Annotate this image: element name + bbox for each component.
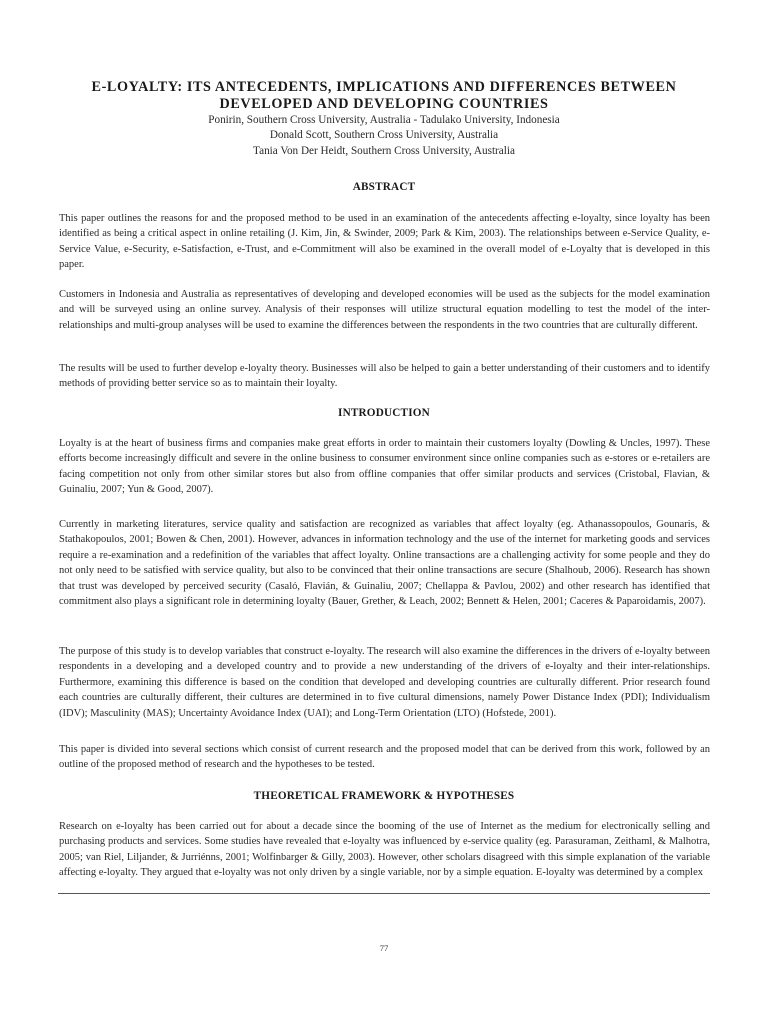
footer-rule xyxy=(58,893,710,894)
abstract-heading: ABSTRACT xyxy=(352,181,416,193)
title-line-2: DEVELOPED AND DEVELOPING COUNTRIES xyxy=(219,96,549,112)
abstract-paragraph: Customers in Indonesia and Australia as representatives of developing and developed economies will be used as the subjects for the model examination and will be surveyed using an online survey. Analysis of their responses will utilize structural equation modelling to test the model of the inter-relationships and multi-group analyses will be used to examine the differences between the respondents in the two countries that are culturally different. xyxy=(59,289,710,331)
introduction-paragraph: This paper is divided into several sections which consist of current research and the proposed model that can be derived from this work, followed by an outline of the proposed method of research and the hypotheses to be tested. xyxy=(59,744,710,771)
theory-heading: THEORETICAL FRAMEWORK & HYPOTHESES xyxy=(253,790,515,802)
theory-paragraph: Research on e-loyalty has been carried out for about a decade since the booming of the use of Internet as the medium for electronically selling and purchasing products and services. Some studies have revealed that e-loyalty was influenced by e-service quality (eg. Parasuraman, Zeithaml, & Malhotra, 2005; van Riel, Liljander, & Jurriénns, 2001; Wolfinbarger & Gilly, 2003). However, other scholars disagreed with this simple explanation of the variable affecting e-loyalty. They argued that e-loyalty was not only driven by a single variable, nor by a simple equation. E-loyalty was determined by a complex xyxy=(59,821,710,879)
abstract-paragraph: The results will be used to further develop e-loyalty theory. Businesses will also be helped to gain a better understanding of their customers and to identify methods of providing better service so as to maintain their loyalty. xyxy=(59,363,710,390)
introduction-heading: INTRODUCTION xyxy=(338,407,430,419)
author-line: Ponirin, Southern Cross University, Australia - Tadulako University, Indonesia xyxy=(208,114,560,126)
title-line-1: E-LOYALTY: ITS ANTECEDENTS, IMPLICATIONS AND DIFFERENCES BETWEEN xyxy=(91,79,677,95)
page-number: 77 xyxy=(379,943,389,953)
introduction-paragraph: Currently in marketing literatures, service quality and satisfaction are recognized as variables that affect loyalty (eg. Athanassopoulos, Gounaris, & Stathakopoulos, 2001; Bowen & Chen, 2001). However, advances in information technology and the use of the internet for marketing goods and services require a re-examination and a redefinition of the variables that affect loyalty. Online transactions are a challenging activity for some people and they do not only need to be satisfied with service quality, but also to be convinced that their online transactions are secure (Shalhoub, 2006). Research has shown that trust was developed by perceived security (Casaló, Flavián, & Guinaliu, 2007; Chellappa & Pavlou, 2002) and other research has identified that commitment also plays a significant role in determining loyalty (Bauer, Grether, & Leach, 2002; Bennett & Helen, 2001; Caceres & Paparoidamis, 2007). xyxy=(59,519,710,608)
author-list xyxy=(58,113,710,159)
author-line: Tania Von Der Heidt, Southern Cross University, Australia xyxy=(253,144,515,157)
introduction-paragraph: Loyalty is at the heart of business firms and companies make great efforts in order to maintain their customers loyalty (Dowling & Uncles, 1997). These efforts become increasingly difficult and severe in the online business to consumer environment since online companies such as e-stores or e-retailers are facing competition not only from other similar stores but also from offline companies that offer similar products and services (Cristobal, Flavian, & Guinaliu, 2007; Yun & Good, 2007). xyxy=(59,438,710,496)
introduction-paragraph: The purpose of this study is to develop variables that construct e-loyalty. The research will also examine the differences in the drivers of e-loyalty between respondents in a developing and a developed country and to provide a new understanding of the drivers of e-loyalty and their inter-relationships. Furthermore, examining this difference is based on the condition that developed and developing countries are culturally different. Prior research found each countries are culturally different, their cultures are determined in to five cultural dimensions, namely Power Distance Index (PDI); Individualism (IDV); Masculinity (MAS); Uncertainty Avoidance Index (UAI); and Long-Term Orientation (LTO) (Hofstede, 2001). xyxy=(59,646,710,719)
author-line: Donald Scott, Southern Cross University, Australia xyxy=(269,129,499,142)
abstract-paragraph: This paper outlines the reasons for and the proposed method to be used in an examination of the antecedents affecting e-loyalty, since loyalty has been identified as being a critical aspect in online retailing (J. Kim, Jin, & Swinder, 2009; Park & Kim, 2003). The relationships between e-Service Quality, e-Service Value, e-Security, e-Satisfaction, e-Trust, and e-Commitment will also be examined in the overall model of e-Loyalty that is developed in this paper. xyxy=(59,213,710,271)
paper-title xyxy=(58,79,710,113)
